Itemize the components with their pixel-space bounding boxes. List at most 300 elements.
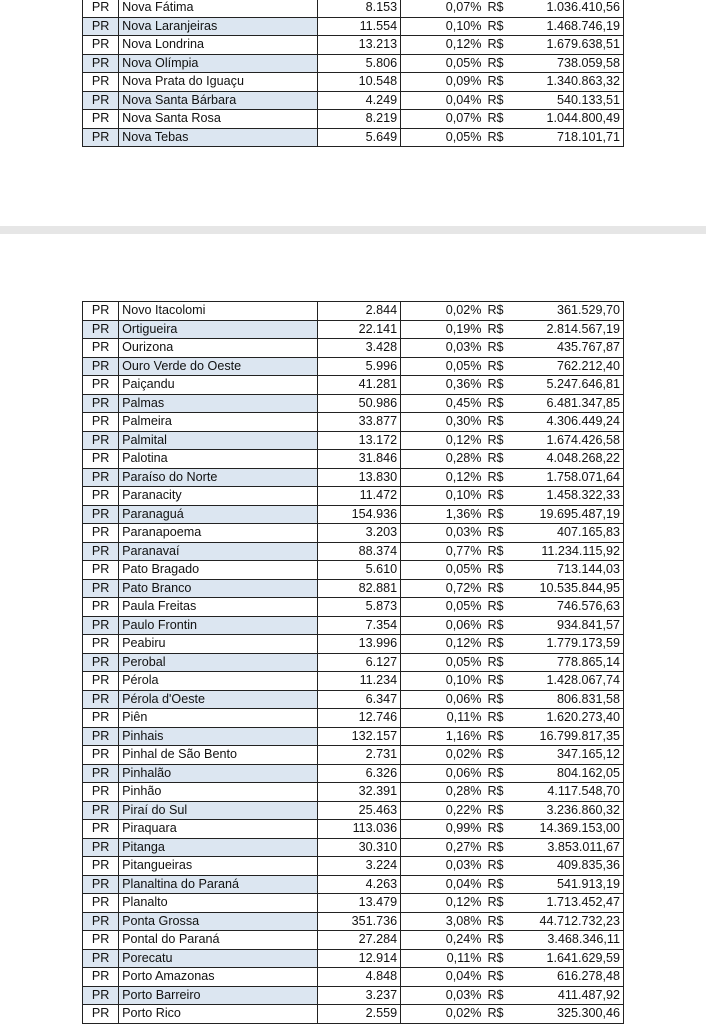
uf-cell: PR	[83, 17, 119, 36]
currency-symbol-cell: R$	[484, 912, 515, 931]
percentage-cell: 0,24%	[401, 931, 485, 950]
currency-symbol-cell: R$	[484, 524, 515, 543]
municipality-cell: Nova Prata do Iguaçu	[119, 73, 318, 92]
table-row	[83, 450, 624, 469]
uf-cell: PR	[83, 931, 119, 950]
percentage-cell: 0,77%	[401, 542, 485, 561]
uf-cell: PR	[83, 413, 119, 432]
percentage-cell: 0,28%	[401, 450, 485, 469]
uf-cell: PR	[83, 875, 119, 894]
uf-cell: PR	[83, 986, 119, 1005]
percentage-cell: 0,19%	[401, 320, 485, 339]
municipality-cell: Piraquara	[119, 820, 318, 839]
municipality-cell: Peabiru	[119, 635, 318, 654]
amount-cell: 1.428.067,74	[516, 672, 624, 691]
municipality-cell: Ourizona	[119, 339, 318, 358]
municipality-cell: Piraí do Sul	[119, 801, 318, 820]
amount-cell: 3.853.011,67	[516, 838, 624, 857]
municipality-cell: Pérola	[119, 672, 318, 691]
population-cell: 11.234	[317, 672, 400, 691]
uf-cell: PR	[83, 450, 119, 469]
population-cell: 32.391	[317, 783, 400, 802]
table-row	[83, 413, 624, 432]
currency-symbol-cell: R$	[484, 128, 515, 147]
uf-cell: PR	[83, 949, 119, 968]
currency-symbol-cell: R$	[484, 672, 515, 691]
uf-cell: PR	[83, 128, 119, 147]
amount-cell: 1.713.452,47	[516, 894, 624, 913]
table-row	[83, 894, 624, 913]
amount-cell: 934.841,57	[516, 616, 624, 635]
uf-cell: PR	[83, 320, 119, 339]
currency-symbol-cell: R$	[484, 450, 515, 469]
percentage-cell: 0,11%	[401, 709, 485, 728]
percentage-cell: 0,04%	[401, 968, 485, 987]
amount-cell: 19.695.487,19	[516, 505, 624, 524]
table-row	[83, 505, 624, 524]
uf-cell: PR	[83, 653, 119, 672]
municipality-cell: Nova Laranjeiras	[119, 17, 318, 36]
currency-symbol-cell: R$	[484, 653, 515, 672]
currency-symbol-cell: R$	[484, 764, 515, 783]
table-row	[83, 746, 624, 765]
percentage-cell: 0,04%	[401, 875, 485, 894]
municipality-cell: Paulo Frontin	[119, 616, 318, 635]
uf-cell: PR	[83, 339, 119, 358]
currency-symbol-cell: R$	[484, 431, 515, 450]
population-cell: 88.374	[317, 542, 400, 561]
population-cell: 5.610	[317, 561, 400, 580]
uf-cell: PR	[83, 561, 119, 580]
population-cell: 22.141	[317, 320, 400, 339]
population-cell: 11.554	[317, 17, 400, 36]
population-cell: 41.281	[317, 376, 400, 395]
population-cell: 5.996	[317, 357, 400, 376]
population-cell: 5.873	[317, 598, 400, 617]
amount-cell: 718.101,71	[516, 128, 624, 147]
percentage-cell: 0,07%	[401, 110, 485, 129]
uf-cell: PR	[83, 968, 119, 987]
amount-cell: 1.779.173,59	[516, 635, 624, 654]
table-row	[83, 968, 624, 987]
municipality-cell: Palotina	[119, 450, 318, 469]
currency-symbol-cell: R$	[484, 376, 515, 395]
amount-cell: 1.044.800,49	[516, 110, 624, 129]
amount-cell: 435.767,87	[516, 339, 624, 358]
amount-cell: 4.306.449,24	[516, 413, 624, 432]
municipality-cell: Piên	[119, 709, 318, 728]
percentage-cell: 0,02%	[401, 746, 485, 765]
currency-symbol-cell: R$	[484, 931, 515, 950]
uf-cell: PR	[83, 376, 119, 395]
uf-cell: PR	[83, 783, 119, 802]
uf-cell: PR	[83, 912, 119, 931]
population-cell: 50.986	[317, 394, 400, 413]
amount-cell: 347.165,12	[516, 746, 624, 765]
municipality-cell: Paranacity	[119, 487, 318, 506]
amount-cell: 738.059,58	[516, 54, 624, 73]
municipality-cell: Paranavaí	[119, 542, 318, 561]
population-cell: 132.157	[317, 727, 400, 746]
percentage-cell: 0,99%	[401, 820, 485, 839]
table-row	[83, 838, 624, 857]
amount-cell: 778.865,14	[516, 653, 624, 672]
municipality-cell: Pitanga	[119, 838, 318, 857]
percentage-cell: 0,05%	[401, 357, 485, 376]
population-cell: 2.559	[317, 1005, 400, 1024]
percentage-cell: 0,45%	[401, 394, 485, 413]
uf-cell: PR	[83, 505, 119, 524]
currency-symbol-cell: R$	[484, 986, 515, 1005]
population-cell: 4.249	[317, 91, 400, 110]
population-cell: 6.347	[317, 690, 400, 709]
amount-cell: 1.758.071,64	[516, 468, 624, 487]
currency-symbol-cell: R$	[484, 709, 515, 728]
table-body-page-2	[83, 302, 624, 1024]
percentage-cell: 0,10%	[401, 672, 485, 691]
uf-cell: PR	[83, 36, 119, 55]
population-cell: 2.731	[317, 746, 400, 765]
uf-cell: PR	[83, 709, 119, 728]
percentage-cell: 0,03%	[401, 986, 485, 1005]
percentage-cell: 0,12%	[401, 468, 485, 487]
table-row	[83, 357, 624, 376]
amount-cell: 407.165,83	[516, 524, 624, 543]
amount-cell: 11.234.115,92	[516, 542, 624, 561]
uf-cell: PR	[83, 54, 119, 73]
table-row	[83, 912, 624, 931]
table-row	[83, 320, 624, 339]
amount-cell: 44.712.732,23	[516, 912, 624, 931]
table-row	[83, 783, 624, 802]
table-row	[83, 986, 624, 1005]
currency-symbol-cell: R$	[484, 413, 515, 432]
percentage-cell: 0,02%	[401, 1005, 485, 1024]
population-cell: 25.463	[317, 801, 400, 820]
currency-symbol-cell: R$	[484, 542, 515, 561]
uf-cell: PR	[83, 635, 119, 654]
population-cell: 10.548	[317, 73, 400, 92]
currency-symbol-cell: R$	[484, 17, 515, 36]
table-row	[83, 73, 624, 92]
population-cell: 30.310	[317, 838, 400, 857]
municipality-cell: Novo Itacolomi	[119, 302, 318, 321]
table-row	[83, 598, 624, 617]
population-cell: 13.996	[317, 635, 400, 654]
population-cell: 6.326	[317, 764, 400, 783]
population-cell: 13.479	[317, 894, 400, 913]
percentage-cell: 0,02%	[401, 302, 485, 321]
municipality-cell: Palmas	[119, 394, 318, 413]
municipality-cell: Nova Santa Rosa	[119, 110, 318, 129]
population-cell: 27.284	[317, 931, 400, 950]
municipality-cell: Nova Santa Bárbara	[119, 91, 318, 110]
table-row	[83, 949, 624, 968]
currency-symbol-cell: R$	[484, 73, 515, 92]
amount-cell: 3.468.346,11	[516, 931, 624, 950]
municipality-cell: Paraíso do Norte	[119, 468, 318, 487]
municipality-cell: Pinhalão	[119, 764, 318, 783]
percentage-cell: 1,36%	[401, 505, 485, 524]
population-cell: 5.649	[317, 128, 400, 147]
currency-symbol-cell: R$	[484, 468, 515, 487]
uf-cell: PR	[83, 487, 119, 506]
percentage-cell: 0,07%	[401, 0, 485, 17]
table-row	[83, 36, 624, 55]
table-row	[83, 690, 624, 709]
table-row	[83, 672, 624, 691]
amount-cell: 16.799.817,35	[516, 727, 624, 746]
amount-cell: 4.117.548,70	[516, 783, 624, 802]
percentage-cell: 0,12%	[401, 36, 485, 55]
uf-cell: PR	[83, 0, 119, 17]
municipality-cell: Nova Londrina	[119, 36, 318, 55]
table-row	[83, 1005, 624, 1024]
percentage-cell: 0,03%	[401, 857, 485, 876]
table-row	[83, 616, 624, 635]
table-row	[83, 635, 624, 654]
percentage-cell: 0,04%	[401, 91, 485, 110]
percentage-cell: 0,03%	[401, 524, 485, 543]
currency-symbol-cell: R$	[484, 616, 515, 635]
uf-cell: PR	[83, 110, 119, 129]
percentage-cell: 0,05%	[401, 128, 485, 147]
percentage-cell: 0,30%	[401, 413, 485, 432]
uf-cell: PR	[83, 838, 119, 857]
municipality-cell: Nova Olímpia	[119, 54, 318, 73]
population-cell: 5.806	[317, 54, 400, 73]
amount-cell: 409.835,36	[516, 857, 624, 876]
uf-cell: PR	[83, 1005, 119, 1024]
currency-symbol-cell: R$	[484, 339, 515, 358]
percentage-cell: 0,36%	[401, 376, 485, 395]
currency-symbol-cell: R$	[484, 598, 515, 617]
currency-symbol-cell: R$	[484, 801, 515, 820]
percentage-cell: 0,06%	[401, 690, 485, 709]
municipality-cell: Palmeira	[119, 413, 318, 432]
municipality-cell: Porto Barreiro	[119, 986, 318, 1005]
uf-cell: PR	[83, 727, 119, 746]
table-row	[83, 764, 624, 783]
amount-cell: 1.036.410,56	[516, 0, 624, 17]
percentage-cell: 0,03%	[401, 339, 485, 358]
uf-cell: PR	[83, 746, 119, 765]
percentage-cell: 1,16%	[401, 727, 485, 746]
municipality-cell: Pinhão	[119, 783, 318, 802]
municipality-cell: Porecatu	[119, 949, 318, 968]
population-cell: 13.830	[317, 468, 400, 487]
population-cell: 8.219	[317, 110, 400, 129]
amount-cell: 325.300,46	[516, 1005, 624, 1024]
document-page-1	[0, 0, 706, 226]
amount-cell: 540.133,51	[516, 91, 624, 110]
amount-cell: 806.831,58	[516, 690, 624, 709]
table-row	[83, 376, 624, 395]
population-cell: 13.172	[317, 431, 400, 450]
percentage-cell: 0,05%	[401, 653, 485, 672]
uf-cell: PR	[83, 394, 119, 413]
population-cell: 12.746	[317, 709, 400, 728]
municipality-cell: Ouro Verde do Oeste	[119, 357, 318, 376]
municipality-cell: Ortigueira	[119, 320, 318, 339]
table-row	[83, 727, 624, 746]
amount-cell: 762.212,40	[516, 357, 624, 376]
currency-symbol-cell: R$	[484, 394, 515, 413]
uf-cell: PR	[83, 302, 119, 321]
uf-cell: PR	[83, 801, 119, 820]
table-row	[83, 931, 624, 950]
amount-cell: 1.620.273,40	[516, 709, 624, 728]
municipality-cell: Porto Amazonas	[119, 968, 318, 987]
population-cell: 3.237	[317, 986, 400, 1005]
municipality-table-page-2	[82, 301, 624, 1024]
currency-symbol-cell: R$	[484, 110, 515, 129]
currency-symbol-cell: R$	[484, 1005, 515, 1024]
percentage-cell: 0,11%	[401, 949, 485, 968]
municipality-cell: Perobal	[119, 653, 318, 672]
table-row	[83, 875, 624, 894]
municipality-cell: Ponta Grossa	[119, 912, 318, 931]
population-cell: 7.354	[317, 616, 400, 635]
table-row	[83, 709, 624, 728]
currency-symbol-cell: R$	[484, 320, 515, 339]
table-row	[83, 110, 624, 129]
municipality-cell: Palmital	[119, 431, 318, 450]
currency-symbol-cell: R$	[484, 0, 515, 17]
table-row	[83, 801, 624, 820]
municipality-cell: Paranapoema	[119, 524, 318, 543]
uf-cell: PR	[83, 579, 119, 598]
amount-cell: 1.468.746,19	[516, 17, 624, 36]
uf-cell: PR	[83, 598, 119, 617]
population-cell: 4.263	[317, 875, 400, 894]
currency-symbol-cell: R$	[484, 746, 515, 765]
table-row	[83, 0, 624, 17]
currency-symbol-cell: R$	[484, 54, 515, 73]
percentage-cell: 0,12%	[401, 635, 485, 654]
population-cell: 154.936	[317, 505, 400, 524]
uf-cell: PR	[83, 820, 119, 839]
percentage-cell: 0,28%	[401, 783, 485, 802]
municipality-cell: Planaltina do Paraná	[119, 875, 318, 894]
amount-cell: 1.679.638,51	[516, 36, 624, 55]
percentage-cell: 3,08%	[401, 912, 485, 931]
currency-symbol-cell: R$	[484, 91, 515, 110]
currency-symbol-cell: R$	[484, 36, 515, 55]
amount-cell: 6.481.347,85	[516, 394, 624, 413]
amount-cell: 3.236.860,32	[516, 801, 624, 820]
amount-cell: 14.369.153,00	[516, 820, 624, 839]
population-cell: 113.036	[317, 820, 400, 839]
currency-symbol-cell: R$	[484, 838, 515, 857]
municipality-cell: Pinhal de São Bento	[119, 746, 318, 765]
municipality-cell: Nova Tebas	[119, 128, 318, 147]
population-cell: 6.127	[317, 653, 400, 672]
currency-symbol-cell: R$	[484, 894, 515, 913]
population-cell: 3.428	[317, 339, 400, 358]
amount-cell: 1.458.322,33	[516, 487, 624, 506]
table-row	[83, 468, 624, 487]
population-cell: 82.881	[317, 579, 400, 598]
percentage-cell: 0,12%	[401, 431, 485, 450]
table-row	[83, 128, 624, 147]
population-cell: 3.224	[317, 857, 400, 876]
municipality-cell: Nova Fátima	[119, 0, 318, 17]
currency-symbol-cell: R$	[484, 487, 515, 506]
percentage-cell: 0,05%	[401, 54, 485, 73]
table-row	[83, 653, 624, 672]
currency-symbol-cell: R$	[484, 561, 515, 580]
currency-symbol-cell: R$	[484, 505, 515, 524]
percentage-cell: 0,05%	[401, 561, 485, 580]
municipality-cell: Pinhais	[119, 727, 318, 746]
table-row	[83, 91, 624, 110]
amount-cell: 10.535.844,95	[516, 579, 624, 598]
currency-symbol-cell: R$	[484, 968, 515, 987]
municipality-cell: Pato Branco	[119, 579, 318, 598]
population-cell: 4.848	[317, 968, 400, 987]
amount-cell: 2.814.567,19	[516, 320, 624, 339]
currency-symbol-cell: R$	[484, 727, 515, 746]
document-page-2	[0, 234, 706, 1024]
amount-cell: 4.048.268,22	[516, 450, 624, 469]
uf-cell: PR	[83, 764, 119, 783]
currency-symbol-cell: R$	[484, 875, 515, 894]
municipality-cell: Paiçandu	[119, 376, 318, 395]
population-cell: 12.914	[317, 949, 400, 968]
population-cell: 3.203	[317, 524, 400, 543]
amount-cell: 746.576,63	[516, 598, 624, 617]
amount-cell: 1.641.629,59	[516, 949, 624, 968]
percentage-cell: 0,72%	[401, 579, 485, 598]
municipality-cell: Paranaguá	[119, 505, 318, 524]
table-row	[83, 857, 624, 876]
percentage-cell: 0,09%	[401, 73, 485, 92]
percentage-cell: 0,05%	[401, 598, 485, 617]
table-row	[83, 542, 624, 561]
percentage-cell: 0,27%	[401, 838, 485, 857]
uf-cell: PR	[83, 894, 119, 913]
table-row	[83, 579, 624, 598]
uf-cell: PR	[83, 431, 119, 450]
population-cell: 13.213	[317, 36, 400, 55]
municipality-cell: Pato Bragado	[119, 561, 318, 580]
table-row	[83, 524, 624, 543]
currency-symbol-cell: R$	[484, 857, 515, 876]
table-row	[83, 339, 624, 358]
population-cell: 33.877	[317, 413, 400, 432]
table-row	[83, 394, 624, 413]
uf-cell: PR	[83, 468, 119, 487]
percentage-cell: 0,06%	[401, 616, 485, 635]
table-row	[83, 54, 624, 73]
table-row	[83, 17, 624, 36]
amount-cell: 411.487,92	[516, 986, 624, 1005]
percentage-cell: 0,06%	[401, 764, 485, 783]
table-row	[83, 302, 624, 321]
amount-cell: 1.340.863,32	[516, 73, 624, 92]
uf-cell: PR	[83, 672, 119, 691]
amount-cell: 1.674.426,58	[516, 431, 624, 450]
amount-cell: 541.913,19	[516, 875, 624, 894]
population-cell: 11.472	[317, 487, 400, 506]
currency-symbol-cell: R$	[484, 820, 515, 839]
percentage-cell: 0,10%	[401, 487, 485, 506]
uf-cell: PR	[83, 524, 119, 543]
municipality-cell: Pontal do Paraná	[119, 931, 318, 950]
uf-cell: PR	[83, 690, 119, 709]
municipality-cell: Planalto	[119, 894, 318, 913]
